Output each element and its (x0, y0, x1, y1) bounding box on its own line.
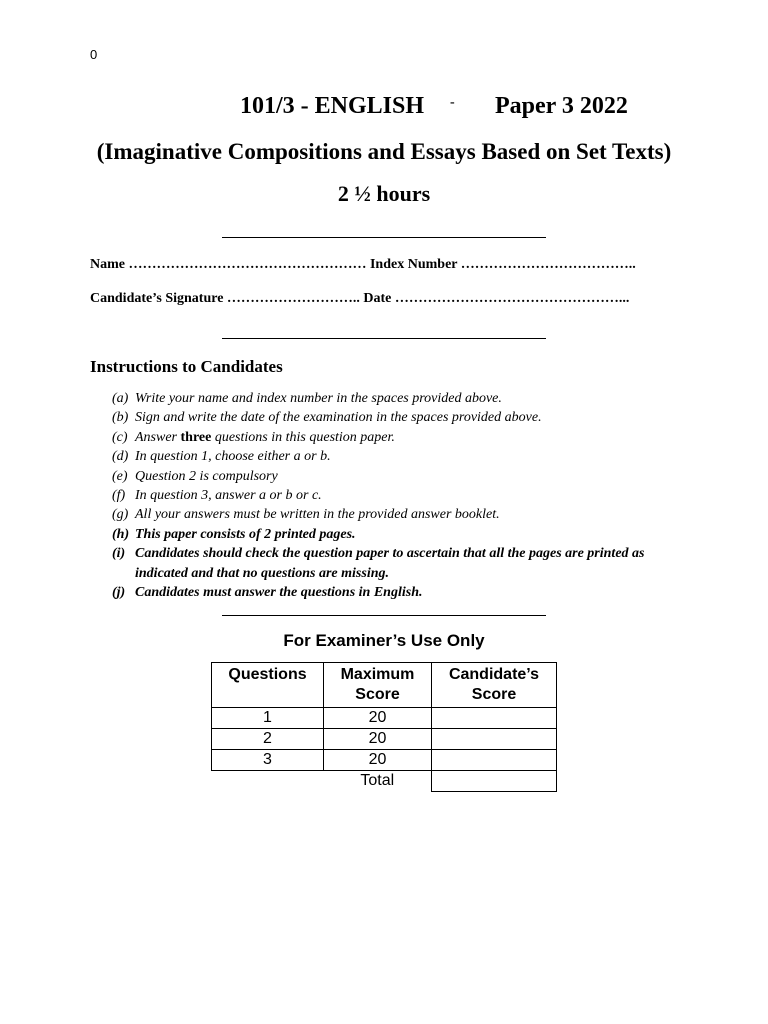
exam-duration: 2 ½ hours (337, 181, 431, 206)
instruction-item (112, 408, 682, 427)
instruction-item (112, 447, 682, 466)
instruction-text (135, 428, 682, 447)
candidate-score-cell[interactable] (432, 729, 557, 750)
instruction-text: Candidates should check the question paper to ascertain that all the pages are printed as indicated and that no questions are missing. (135, 546, 645, 581)
table-header-row (212, 663, 557, 708)
instruction-item (112, 486, 682, 505)
column-header-questions: Questions (212, 663, 324, 708)
maximum-score: 20 (324, 708, 432, 729)
instructions-list (112, 389, 682, 602)
question-number: 2 (212, 729, 324, 750)
exam-title (0, 93, 768, 125)
divider-top (222, 237, 546, 238)
question-number: 1 (212, 708, 324, 729)
divider-bottom (222, 615, 546, 616)
instruction-text: Candidates must answer the questions in English. (135, 585, 423, 601)
instruction-text: All your answers must be written in the provided answer booklet. (135, 507, 500, 523)
column-header-candidate-score: Candidate’s Score (432, 663, 557, 708)
divider-middle (222, 338, 546, 339)
maximum-score: 20 (324, 750, 432, 771)
total-row (212, 771, 557, 792)
instructions-heading: Instructions to Candidates (90, 357, 283, 376)
maximum-score: 20 (324, 729, 432, 750)
instruction-text: This paper consists of 2 printed pages. (135, 526, 356, 542)
table-row (212, 729, 557, 750)
column-header-maximum-score: Maximum Score (324, 663, 432, 708)
instruction-text: In question 1, choose either a or b. (135, 449, 331, 465)
page-number: 0 (90, 47, 98, 62)
paper-label: Paper 3 2022 (495, 93, 628, 119)
instruction-marker: (c) (112, 429, 128, 445)
instruction-item (112, 467, 682, 486)
instruction-marker: (e) (112, 468, 128, 484)
instruction-item (112, 389, 682, 408)
exam-subtitle: (Imaginative Compositions and Essays Based on Set Texts) (96, 139, 672, 164)
total-score-cell[interactable] (432, 771, 557, 792)
instruction-marker: (f) (112, 488, 126, 504)
instruction-marker: (j) (112, 585, 126, 601)
instruction-marker: (i) (112, 546, 126, 562)
title-separator: - (450, 95, 455, 110)
instruction-marker: (a) (112, 391, 129, 406)
candidate-score-cell[interactable] (432, 708, 557, 729)
table-row (212, 708, 557, 729)
instruction-text: Question 2 is compulsory (135, 468, 278, 484)
examiner-title: For Examiner’s Use Only (283, 631, 485, 650)
instruction-item (112, 583, 682, 602)
question-number: 3 (212, 750, 324, 771)
instruction-text-pre: Answer (135, 429, 181, 445)
instruction-marker: (g) (112, 507, 129, 523)
instruction-emphasis: three (180, 429, 212, 445)
table-row (212, 750, 557, 771)
name-index-field: Name …………………………………………… Index Number ……………………………….. (90, 257, 636, 272)
instruction-item (112, 505, 682, 524)
total-label: Total (324, 771, 432, 792)
instruction-item (112, 525, 682, 544)
total-spacer (212, 771, 324, 792)
instruction-text: Sign and write the date of the examination in the spaces provided above. (135, 410, 542, 426)
signature-date-field: Candidate’s Signature ……………………….. Date …………………………………………... (90, 291, 630, 306)
instruction-marker: (d) (112, 449, 129, 465)
instruction-text-post: questions in this question paper. (211, 429, 395, 445)
score-table (211, 662, 557, 792)
instruction-text: In question 3, answer a or b or c. (135, 488, 322, 504)
instruction-text: Write your name and index number in the spaces provided above. (135, 391, 502, 406)
exam-code: 101/3 - ENGLISH (240, 93, 425, 119)
instruction-item (112, 428, 682, 447)
instruction-marker: (h) (112, 526, 130, 542)
instruction-item (112, 544, 682, 583)
instruction-marker: (b) (112, 410, 129, 426)
candidate-score-cell[interactable] (432, 750, 557, 771)
